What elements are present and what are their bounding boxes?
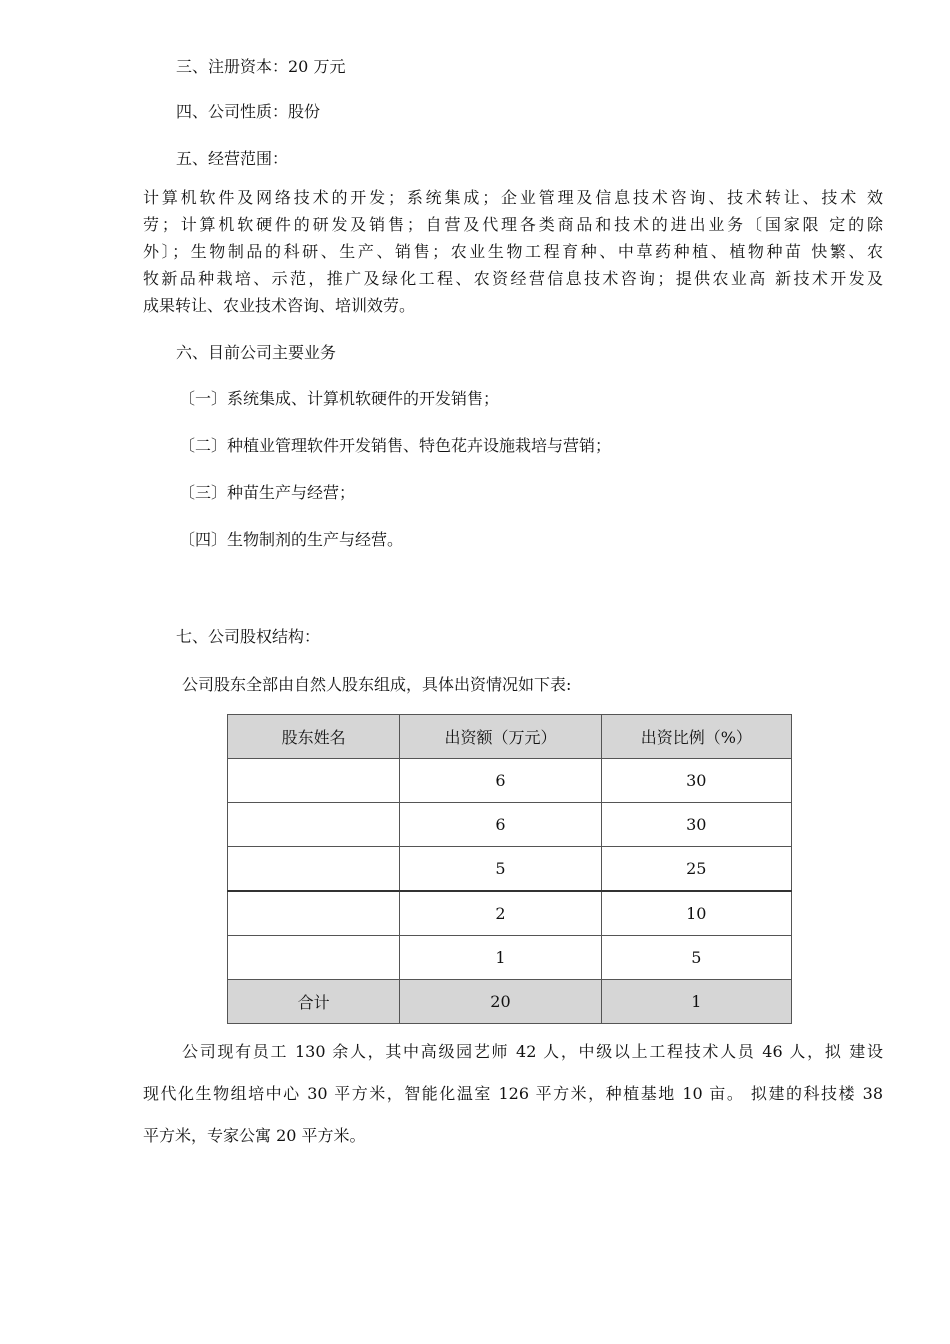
business-scope-text <box>143 184 883 319</box>
header-contribution-ratio: 出资比例（%） <box>601 715 791 759</box>
amount-cell: 5 <box>400 847 601 892</box>
amount-cell: 6 <box>400 803 601 847</box>
ratio-cell: 30 <box>601 803 791 847</box>
total-label-cell: 合计 <box>228 980 400 1024</box>
business-scope-line: 计算机软件及网络技术的开发；系统集成；企业管理及信息技术咨询、技术转让、技术 效 <box>143 188 883 207</box>
staff-line: 现代化生物组培中心 30 平方米，智能化温室 126 平方米，种植基地 10 亩。 拟建的科技楼 38 <box>143 1084 883 1103</box>
table-total-row <box>228 980 792 1024</box>
shareholder-name-cell <box>228 803 400 847</box>
shareholder-name-cell <box>228 847 400 892</box>
shareholder-name-cell <box>228 759 400 803</box>
table-row <box>228 891 792 936</box>
total-amount-cell: 20 <box>400 980 601 1024</box>
ratio-cell: 10 <box>601 891 791 936</box>
table-row <box>228 803 792 847</box>
staff-line: 平方米，专家公寓 20 平方米。 <box>143 1126 366 1145</box>
main-business-item: 〔二〕种植业管理软件开发销售、特色花卉设施栽培与营销； <box>179 436 612 455</box>
amount-cell: 6 <box>400 759 601 803</box>
equity-structure-heading: 七、公司股权结构： <box>176 627 321 646</box>
table-row <box>228 847 792 892</box>
ratio-cell: 25 <box>601 847 791 892</box>
total-ratio-cell: 1 <box>601 980 791 1024</box>
business-scope-line: 劳；计算机软硬件的研发及销售；自营及代理各类商品和技术的进出业务〔国家限 定的除 <box>143 215 883 234</box>
equity-intro: 公司股东全部由自然人股东组成，具体出资情况如下表: <box>182 675 572 694</box>
business-scope-line: 外〕；生物制品的科研、生产、销售；农业生物工程育种、中草药种植、植物种苗 快繁、农 <box>143 242 883 261</box>
header-shareholder-name: 股东姓名 <box>228 715 400 759</box>
main-business-heading: 六、目前公司主要业务 <box>176 343 337 362</box>
business-scope-heading: 五、经营范围： <box>176 149 289 168</box>
amount-cell: 1 <box>400 936 601 980</box>
shareholder-name-cell <box>228 936 400 980</box>
main-business-item: 〔三〕种苗生产与经营； <box>179 483 356 502</box>
staff-paragraph <box>143 1031 883 1157</box>
header-contribution-amount: 出资额（万元） <box>400 715 601 759</box>
staff-line: 公司现有员工 130 余人，其中高级园艺师 42 人，中级以上工程技术人员 46 人，拟 建设 <box>182 1042 883 1061</box>
shareholder-name-cell <box>228 891 400 936</box>
equity-table <box>227 714 792 1024</box>
ratio-cell: 5 <box>601 936 791 980</box>
business-scope-line: 牧新品种栽培、示范，推广及绿化工程、农资经营信息技术咨询；提供农业高 新技术开发及 <box>143 269 883 288</box>
table-header-row <box>228 715 792 759</box>
amount-cell: 2 <box>400 891 601 936</box>
ratio-cell: 30 <box>601 759 791 803</box>
table-row <box>228 936 792 980</box>
main-business-item: 〔四〕生物制剂的生产与经营。 <box>179 530 404 549</box>
company-nature: 四、公司性质：股份 <box>176 102 321 121</box>
business-scope-line: 成果转让、农业技术咨询、培训效劳。 <box>143 296 416 315</box>
main-business-item: 〔一〕系统集成、计算机软硬件的开发销售； <box>179 389 500 408</box>
table-row <box>228 759 792 803</box>
registered-capital: 三、注册资本：20 万元 <box>176 57 346 76</box>
